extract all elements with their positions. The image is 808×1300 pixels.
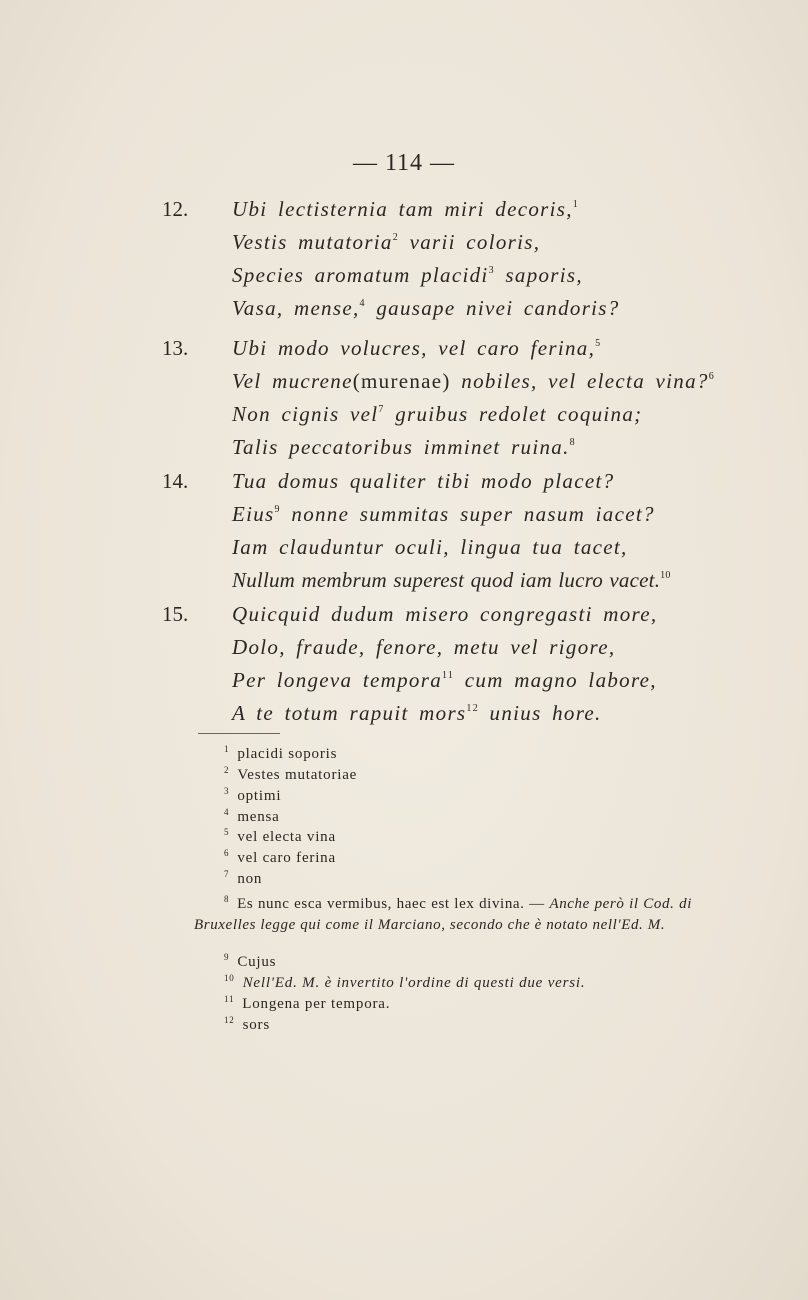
footnote: $^6$ vel caro ferina: [224, 848, 336, 866]
verse-line: Eius$^9$ nonne summitas super nasum iacet?: [232, 502, 655, 526]
footnote: $^9$ Cujus: [224, 952, 277, 970]
verse-line: Ubi lectisternia tam miri decoris,$^1$: [232, 197, 580, 221]
footnote: $^2$ Vestes mutatoriae: [224, 765, 358, 783]
stanza-number: 12.: [162, 197, 189, 221]
verse-line: Vestis mutatoria$^2$ varii coloris,: [232, 230, 541, 254]
verse-line: Iam clauduntur oculi, lingua tua tacet,: [232, 535, 628, 559]
verse-line: Tua domus qualiter tibi modo placet?: [232, 469, 615, 493]
stanza-number: 14.: [162, 469, 189, 493]
page-number: — 114 —: [352, 150, 456, 176]
footnote-long: $^8$ Es nunc esca vermibus, haec est lex divina. — Anche però il Cod. di Bruxelles legge qui come il Marciano, secondo che è notato nell'Ed. M.: [194, 894, 692, 933]
verse-line: Ubi modo volucres, vel caro ferina,$^5$: [232, 336, 602, 360]
footnote: $^4$ mensa: [224, 807, 280, 825]
verse-line: A te totum rapuit mors$^{12}$ unius hore.: [232, 701, 602, 725]
verse-line: Vasa, mense,$^4$ gausape nivei candoris?: [232, 296, 620, 320]
verse-line: Species aromatum placidi$^3$ saporis,: [232, 263, 583, 287]
footnote: $^7$ non: [224, 869, 263, 887]
footnote: $^3$ optimi: [224, 786, 282, 804]
footnote: $^5$ vel electa vina: [224, 827, 336, 845]
verse-line: Quicquid dudum misero congregasti more,: [232, 602, 658, 626]
verse-line: Nullum membrum superest quod iam lucro vacet.$^{10}$: [232, 568, 671, 592]
verse-line: Non cignis vel$^7$ gruibus redolet coquina;: [232, 402, 643, 426]
footnote: $^{12}$ sors: [224, 1015, 270, 1033]
verse-line: Dolo, fraude, fenore, metu vel rigore,: [232, 635, 616, 659]
footnote: $^{11}$ Longena per tempora.: [224, 994, 391, 1012]
stanza-number: 13.: [162, 336, 189, 360]
verse-line: Vel mucrene(murenae) nobiles, vel electa vina?$^6$: [232, 369, 716, 393]
footnote: $^{10}$ Nell'Ed. M. è invertito l'ordine di questi due versi.: [224, 973, 586, 991]
verse-line: Per longeva tempora$^{11}$ cum magno labore,: [232, 668, 657, 692]
footnote-separator: [198, 733, 280, 734]
verse-line: Talis peccatoribus imminet ruina.$^8$: [232, 435, 576, 459]
stanza-number: 15.: [162, 602, 189, 626]
footnote: $^1$ placidi soporis: [224, 744, 338, 762]
